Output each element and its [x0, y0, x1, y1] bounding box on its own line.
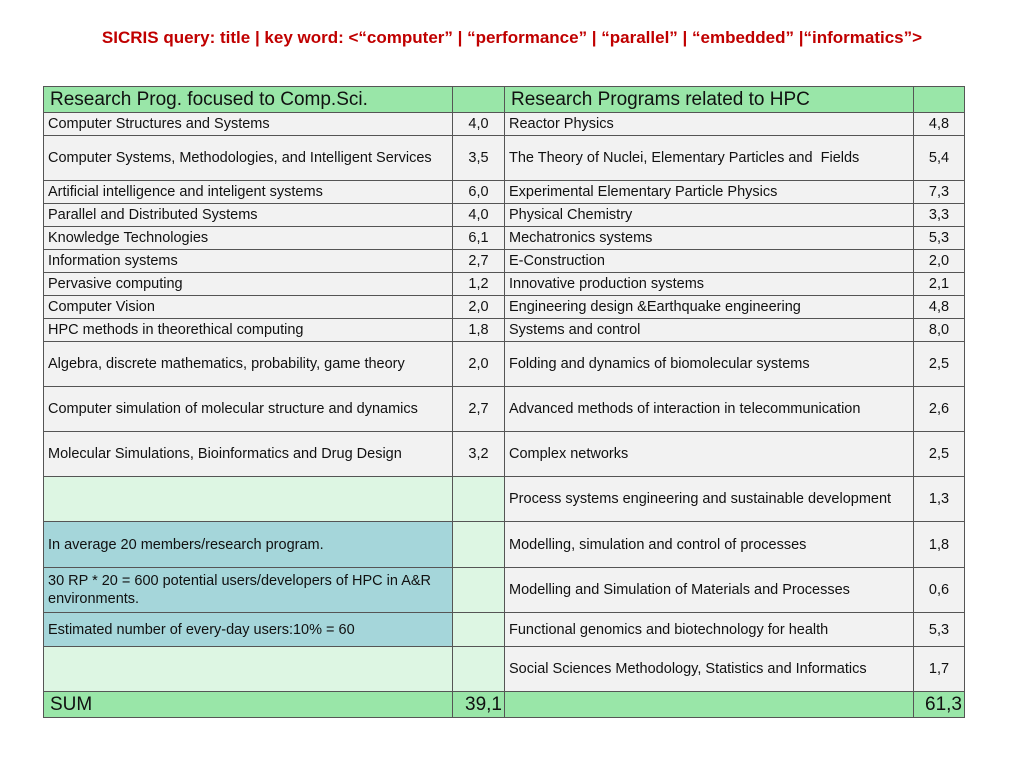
comp-sci-program: Estimated number of every-day users:10% = 60 — [44, 613, 453, 647]
header-hpc-value — [914, 87, 965, 113]
hpc-value: 1,8 — [914, 522, 965, 568]
comp-sci-value: 4,0 — [453, 113, 505, 136]
comp-sci-value — [453, 522, 505, 568]
sum-hpc-total: 61,3 — [914, 692, 965, 718]
hpc-program: Engineering design &Earthquake engineering — [505, 296, 914, 319]
hpc-value: 5,4 — [914, 136, 965, 181]
hpc-value: 1,7 — [914, 647, 965, 692]
hpc-program: The Theory of Nuclei, Elementary Particles and Fields — [505, 136, 914, 181]
comp-sci-value: 2,7 — [453, 387, 505, 432]
hpc-program: Experimental Elementary Particle Physics — [505, 181, 914, 204]
comp-sci-program: Pervasive computing — [44, 273, 453, 296]
hpc-value: 0,6 — [914, 568, 965, 613]
hpc-value: 1,3 — [914, 477, 965, 522]
hpc-value: 8,0 — [914, 319, 965, 342]
hpc-program: Reactor Physics — [505, 113, 914, 136]
comp-sci-program: In average 20 members/research program. — [44, 522, 453, 568]
header-row — [44, 87, 965, 113]
comp-sci-program: Information systems — [44, 250, 453, 273]
table-row — [44, 319, 965, 342]
header-comp-sci: Research Prog. focused to Comp.Sci. — [44, 87, 453, 113]
comp-sci-value: 2,0 — [453, 342, 505, 387]
comp-sci-program: Knowledge Technologies — [44, 227, 453, 250]
hpc-value: 2,6 — [914, 387, 965, 432]
sum-comp-sci-total: 39,1 — [453, 692, 505, 718]
hpc-program: Process systems engineering and sustainable development — [505, 477, 914, 522]
hpc-value: 2,0 — [914, 250, 965, 273]
table-row — [44, 342, 965, 387]
comp-sci-value: 4,0 — [453, 204, 505, 227]
comp-sci-program: Parallel and Distributed Systems — [44, 204, 453, 227]
comp-sci-value: 3,2 — [453, 432, 505, 477]
table-row — [44, 522, 965, 568]
table-row — [44, 204, 965, 227]
table-row — [44, 296, 965, 319]
table-row — [44, 136, 965, 181]
hpc-value: 5,3 — [914, 613, 965, 647]
hpc-program: Systems and control — [505, 319, 914, 342]
hpc-program: Functional genomics and biotechnology for health — [505, 613, 914, 647]
sum-spacer — [505, 692, 914, 718]
hpc-program: E-Construction — [505, 250, 914, 273]
table-row — [44, 273, 965, 296]
comp-sci-program: Molecular Simulations, Bioinformatics and Drug Design — [44, 432, 453, 477]
hpc-value: 4,8 — [914, 296, 965, 319]
table-row — [44, 647, 965, 692]
table-row — [44, 181, 965, 204]
comp-sci-program: 30 RP * 20 = 600 potential users/developers of HPC in A&R environments. — [44, 568, 453, 613]
comp-sci-value: 6,0 — [453, 181, 505, 204]
comp-sci-value: 2,7 — [453, 250, 505, 273]
comp-sci-value — [453, 613, 505, 647]
hpc-program: Modelling, simulation and control of processes — [505, 522, 914, 568]
comp-sci-value: 1,8 — [453, 319, 505, 342]
comp-sci-value: 2,0 — [453, 296, 505, 319]
comp-sci-value — [453, 477, 505, 522]
table-row — [44, 613, 965, 647]
comp-sci-program: Artificial intelligence and inteligent systems — [44, 181, 453, 204]
table-row — [44, 432, 965, 477]
hpc-program: Advanced methods of interaction in telecommunication — [505, 387, 914, 432]
comp-sci-value — [453, 568, 505, 613]
comp-sci-program — [44, 647, 453, 692]
comp-sci-program: Computer simulation of molecular structure and dynamics — [44, 387, 453, 432]
hpc-value: 7,3 — [914, 181, 965, 204]
hpc-value: 5,3 — [914, 227, 965, 250]
sum-row — [44, 692, 965, 718]
hpc-value: 2,1 — [914, 273, 965, 296]
table-body — [44, 87, 965, 718]
hpc-program: Complex networks — [505, 432, 914, 477]
table-row — [44, 568, 965, 613]
comp-sci-program: Computer Systems, Methodologies, and Intelligent Services — [44, 136, 453, 181]
hpc-value: 3,3 — [914, 204, 965, 227]
comp-sci-program: Algebra, discrete mathematics, probability, game theory — [44, 342, 453, 387]
comp-sci-program — [44, 477, 453, 522]
comp-sci-value: 6,1 — [453, 227, 505, 250]
header-comp-sci-value — [453, 87, 505, 113]
hpc-value: 4,8 — [914, 113, 965, 136]
hpc-program: Folding and dynamics of biomolecular systems — [505, 342, 914, 387]
page-title: SICRIS query: title | key word: <“computer” | “performance” | “parallel” | “embedded” |“informatics”> — [101, 28, 923, 47]
hpc-program: Mechatronics systems — [505, 227, 914, 250]
hpc-value: 2,5 — [914, 342, 965, 387]
table-row — [44, 477, 965, 522]
hpc-program: Innovative production systems — [505, 273, 914, 296]
research-programs-table — [43, 86, 965, 718]
table-row — [44, 113, 965, 136]
comp-sci-program: Computer Vision — [44, 296, 453, 319]
hpc-program: Physical Chemistry — [505, 204, 914, 227]
hpc-program: Modelling and Simulation of Materials and Processes — [505, 568, 914, 613]
comp-sci-value: 3,5 — [453, 136, 505, 181]
sum-label: SUM — [44, 692, 453, 718]
table-row — [44, 387, 965, 432]
hpc-program: Social Sciences Methodology, Statistics and Informatics — [505, 647, 914, 692]
comp-sci-program: HPC methods in theorethical computing — [44, 319, 453, 342]
header-hpc: Research Programs related to HPC — [505, 87, 914, 113]
comp-sci-value — [453, 647, 505, 692]
comp-sci-program: Computer Structures and Systems — [44, 113, 453, 136]
comp-sci-value: 1,2 — [453, 273, 505, 296]
table-row — [44, 227, 965, 250]
table-row — [44, 250, 965, 273]
hpc-value: 2,5 — [914, 432, 965, 477]
